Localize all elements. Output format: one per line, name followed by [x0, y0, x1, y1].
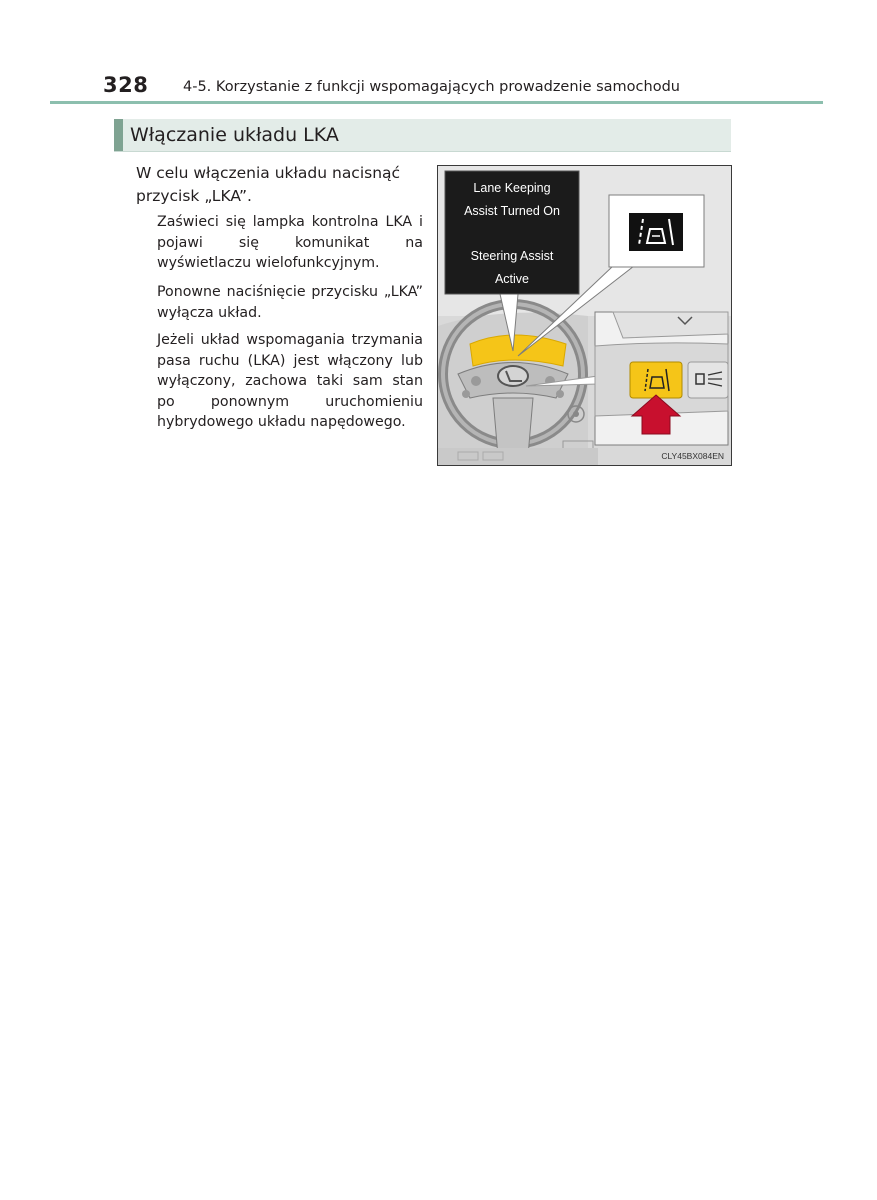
indicator-callout — [609, 195, 704, 267]
display-line-1: Lane Keeping — [473, 181, 551, 195]
intro-line-1: W celu włączenia układu nacisnąć — [136, 164, 401, 182]
lka-illustration — [437, 165, 732, 466]
paragraph-state-memory: Jeżeli układ wspomagania trzymania pasa ruchu (LKA) jest włączony lub wyłączony, zachowa taki sam stan po ponownym uruchomieniu hybrydowego układu napędowego. — [157, 332, 423, 430]
display-line-4: Active — [494, 272, 530, 286]
lane-keeping-icon — [629, 213, 683, 251]
button-panel-inset — [595, 312, 728, 445]
display-line-2: Assist Turned On — [464, 204, 560, 218]
paragraph-toggle-off: Ponowne naciśnięcie przycisku „LKA” wyłącza układ. — [157, 284, 423, 321]
display-line-3: Steering Assist — [470, 249, 554, 263]
figure-code: CLY45BX084EN — [661, 451, 724, 461]
multi-information-display — [445, 171, 579, 294]
section-title: Włączanie układu LKA — [130, 124, 339, 146]
intro-text — [136, 162, 426, 208]
header-divider — [50, 101, 823, 104]
chapter-title: 4-5. Korzystanie z funkcji wspomagających prowadzenie samochodu — [183, 79, 680, 95]
paragraph-indicator: Zaświeci się lampka kontrolna LKA i pojawi się komunikat na wyświetlaczu wielofunkcyjnym. — [157, 214, 423, 271]
cruise-distance-button[interactable] — [688, 362, 728, 398]
section-accent — [114, 119, 123, 151]
lexus-logo-icon — [498, 366, 528, 386]
intro-line-2: przycisk „LKA”. — [136, 187, 252, 205]
lka-button[interactable] — [630, 362, 682, 398]
page-number: 328 — [103, 73, 149, 97]
